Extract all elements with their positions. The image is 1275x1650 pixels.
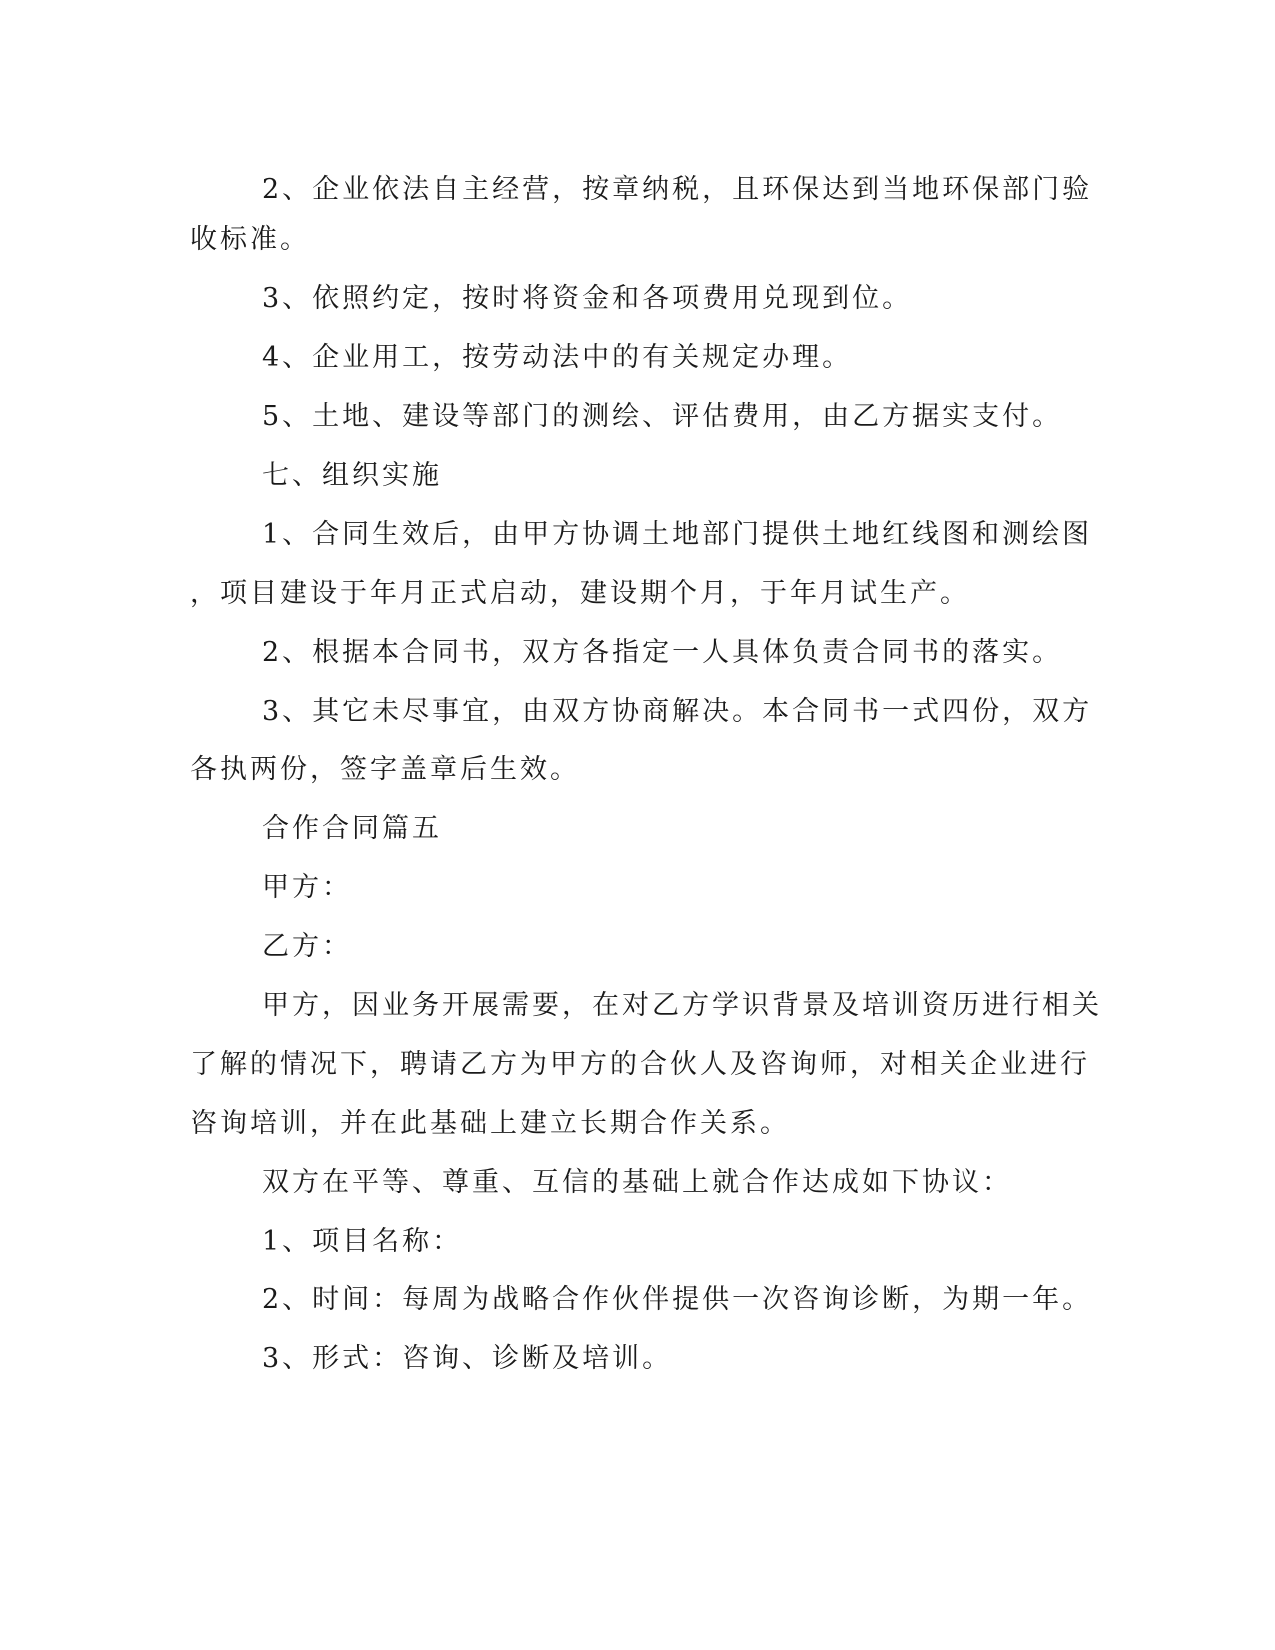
- paragraph-line: 2、根据本合同书，双方各指定一人具体负责合同书的落实。: [262, 637, 1063, 668]
- paragraph-line: 了解的情况下，聘请乙方为甲方的合伙人及咨询师，对相关企业进行: [190, 1049, 1090, 1080]
- paragraph-line: 咨询培训，并在此基础上建立长期合作关系。: [190, 1108, 790, 1139]
- party-a-label: 甲方：: [262, 872, 352, 903]
- paragraph-line: 双方在平等、尊重、互信的基础上就合作达成如下协议：: [262, 1167, 1012, 1198]
- paragraph-line: 收标准。: [190, 224, 310, 255]
- paragraph-line: ，项目建设于年月正式启动，建设期个月，于年月试生产。: [190, 578, 970, 609]
- paragraph-line: 3、依照约定，按时将资金和各项费用兑现到位。: [262, 283, 913, 314]
- paragraph-line: 5、土地、建设等部门的测绘、评估费用，由乙方据实支付。: [262, 401, 1063, 432]
- section-heading: 七、组织实施: [262, 460, 442, 491]
- paragraph-line: 3、形式：咨询、诊断及培训。: [262, 1343, 673, 1374]
- party-b-label: 乙方：: [262, 931, 352, 962]
- paragraph-line: 3、其它未尽事宜，由双方协商解决。本合同书一式四份，双方: [262, 696, 1093, 727]
- section-heading: 合作合同篇五: [262, 813, 442, 844]
- paragraph-line: 1、项目名称：: [262, 1226, 463, 1257]
- paragraph-line: 各执两份，签字盖章后生效。: [190, 754, 580, 785]
- paragraph-line: 1、合同生效后，由甲方协调土地部门提供土地红线图和测绘图: [262, 519, 1093, 550]
- paragraph-line: 2、时间：每周为战略合作伙伴提供一次咨询诊断，为期一年。: [262, 1284, 1093, 1315]
- paragraph-line: 4、企业用工，按劳动法中的有关规定办理。: [262, 342, 853, 373]
- paragraph-line: 2、企业依法自主经营，按章纳税，且环保达到当地环保部门验: [262, 174, 1093, 205]
- paragraph-line: 甲方，因业务开展需要，在对乙方学识背景及培训资历进行相关: [262, 990, 1102, 1021]
